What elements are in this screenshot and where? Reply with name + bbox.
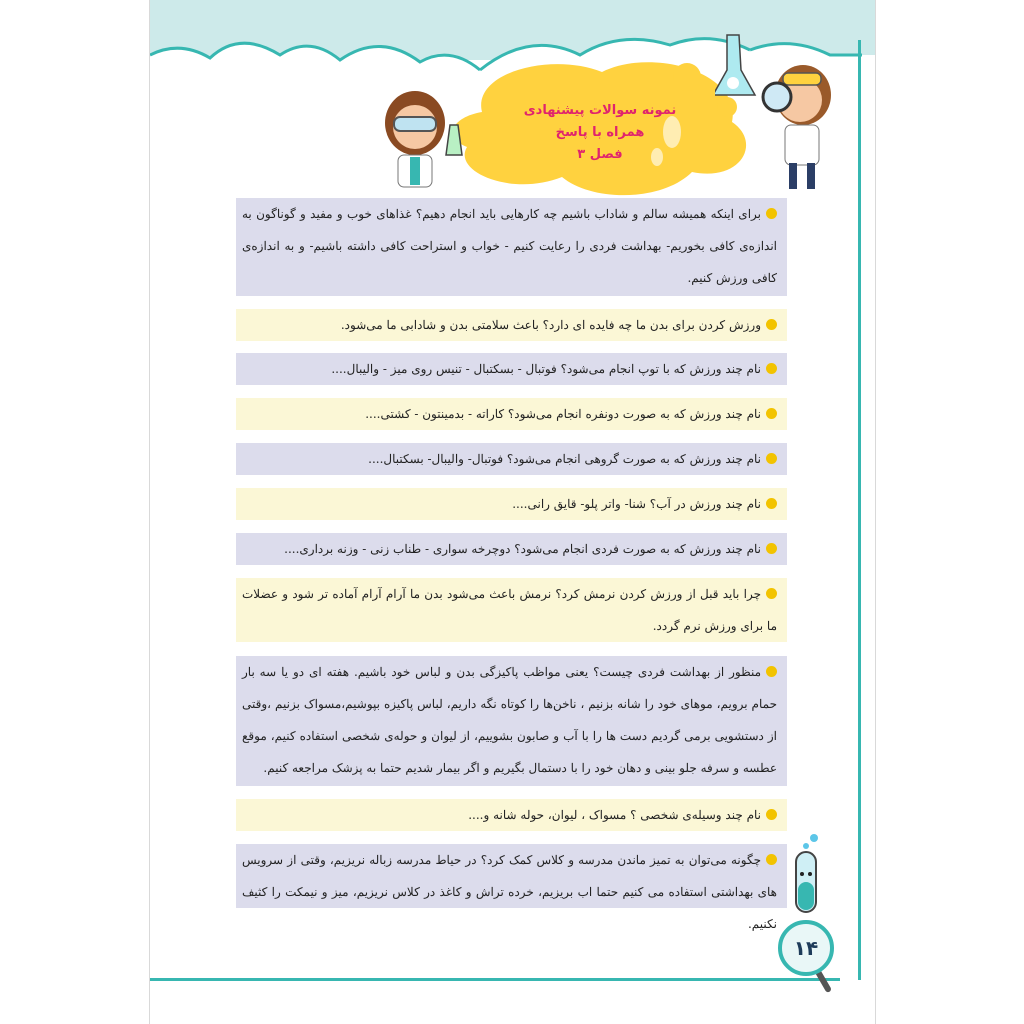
bullet-icon — [766, 854, 777, 865]
bullet-icon — [766, 363, 777, 374]
bullet-icon — [766, 319, 777, 330]
qa-card — [236, 799, 787, 831]
bottom-frame-border — [150, 978, 840, 981]
qa-card — [236, 656, 787, 786]
qa-card — [236, 353, 787, 385]
qa-card — [236, 844, 787, 931]
bullet-icon — [766, 588, 777, 599]
qa-text: چگونه می‌توان به تمیز ماندن مدرسه و کلاس کمک کرد؟ در حیاط مدرسه زباله نریزیم، وقتی از سرویس های بهداشتی استفاده می کنیم حتما اب بریزیم، خرده تراش و کاغذ در کلاس نریزیم، میز و نیمکت را کثیف نکنیم. — [242, 853, 777, 931]
qa-text: نام چند وسیله‌ی شخصی ؟ مسواک ، لیوان، حوله شانه و.... — [468, 808, 761, 822]
bullet-icon — [766, 208, 777, 219]
qa-card — [236, 398, 787, 430]
qa-text: ورزش کردن برای بدن ما چه فایده ای دارد؟ باعث سلامتی بدن و شادابی ما می‌شود. — [340, 318, 761, 332]
qa-card — [236, 533, 787, 565]
page-title — [520, 100, 680, 166]
page-number: ۱۴ — [778, 920, 834, 976]
qa-text: نام چند ورزش در آب؟ شنا- واتر پلو- قایق رانی.... — [512, 497, 761, 511]
bullet-icon — [766, 453, 777, 464]
qa-text: چرا باید قبل از ورزش کردن نرمش کرد؟ نرمش باعث می‌شود بدن ما آرام آرام آماده تر شود و عضلات ما برای ورزش نرم گردد. — [242, 587, 777, 633]
worksheet-page — [150, 0, 875, 1024]
scientist-boy-illustration — [715, 25, 835, 195]
qa-card — [236, 198, 787, 296]
qa-text: منظور از بهداشت فردی چیست؟ یعنی مواظب پاکیزگی بدن و لباس خود باشیم. هفته ای دو یا سه بار حمام برویم، موهای خود را شانه بزنیم ، ناخن‌ها را کوتاه نگه داریم، لباس پاکیزه بپوشیم،مسواک بزنیم ،وقتی از دستشویی برمی گردیم دست ها را با آب و صابون بشوییم، از لیوان و حوله‌ی شخصی استفاده کنیم، موقع عطسه و سرفه جلو بینی و دهان خود را با دستمال بگیریم و اگر بیمار شدیم حتما به پزشک مراجعه کنیم. — [242, 665, 777, 775]
qa-text: نام چند ورزش که با توپ انجام می‌شود؟ فوتبال - بسکتبال - تنیس روی میز - والیبال.... — [331, 362, 761, 376]
title-line-3: فصل ۳ — [577, 147, 623, 162]
bullet-icon — [766, 809, 777, 820]
title-line-1: نمونه سوالات پیشنهادی — [523, 103, 677, 118]
qa-card — [236, 443, 787, 475]
bullet-icon — [766, 408, 777, 419]
right-frame-border — [858, 40, 861, 980]
qa-card — [236, 488, 787, 520]
qa-text: نام چند ورزش که به صورت فردی انجام می‌شود؟ دوچرخه سواری - طناب زنی - وزنه برداری.... — [284, 542, 761, 556]
bullet-icon — [766, 498, 777, 509]
scientist-girl-illustration — [370, 85, 480, 195]
test-tube-mascot-illustration — [786, 832, 826, 922]
qa-card — [236, 578, 787, 642]
bullet-icon — [766, 666, 777, 677]
title-line-2: همراه با پاسخ — [555, 125, 645, 140]
qa-text: نام چند ورزش که به صورت دونفره انجام می‌شود؟ کاراته - بدمینتون - کشتی.... — [365, 407, 761, 421]
qa-card — [236, 309, 787, 341]
qa-text: برای اینکه همیشه سالم و شاداب باشیم چه کارهایی باید انجام دهیم؟ غذاهای خوب و مفید و گوناگون به اندازه‌ی کافی بخوریم- بهداشت فردی را رعایت کنیم - خواب و استراحت کافی داشته باشیم- و به اندازه‌ی کافی ورزش کنیم. — [242, 207, 778, 285]
qa-text: نام چند ورزش که به صورت گروهی انجام می‌شود؟ فوتبال- والیبال- بسکتبال.... — [368, 452, 761, 466]
bullet-icon — [766, 543, 777, 554]
